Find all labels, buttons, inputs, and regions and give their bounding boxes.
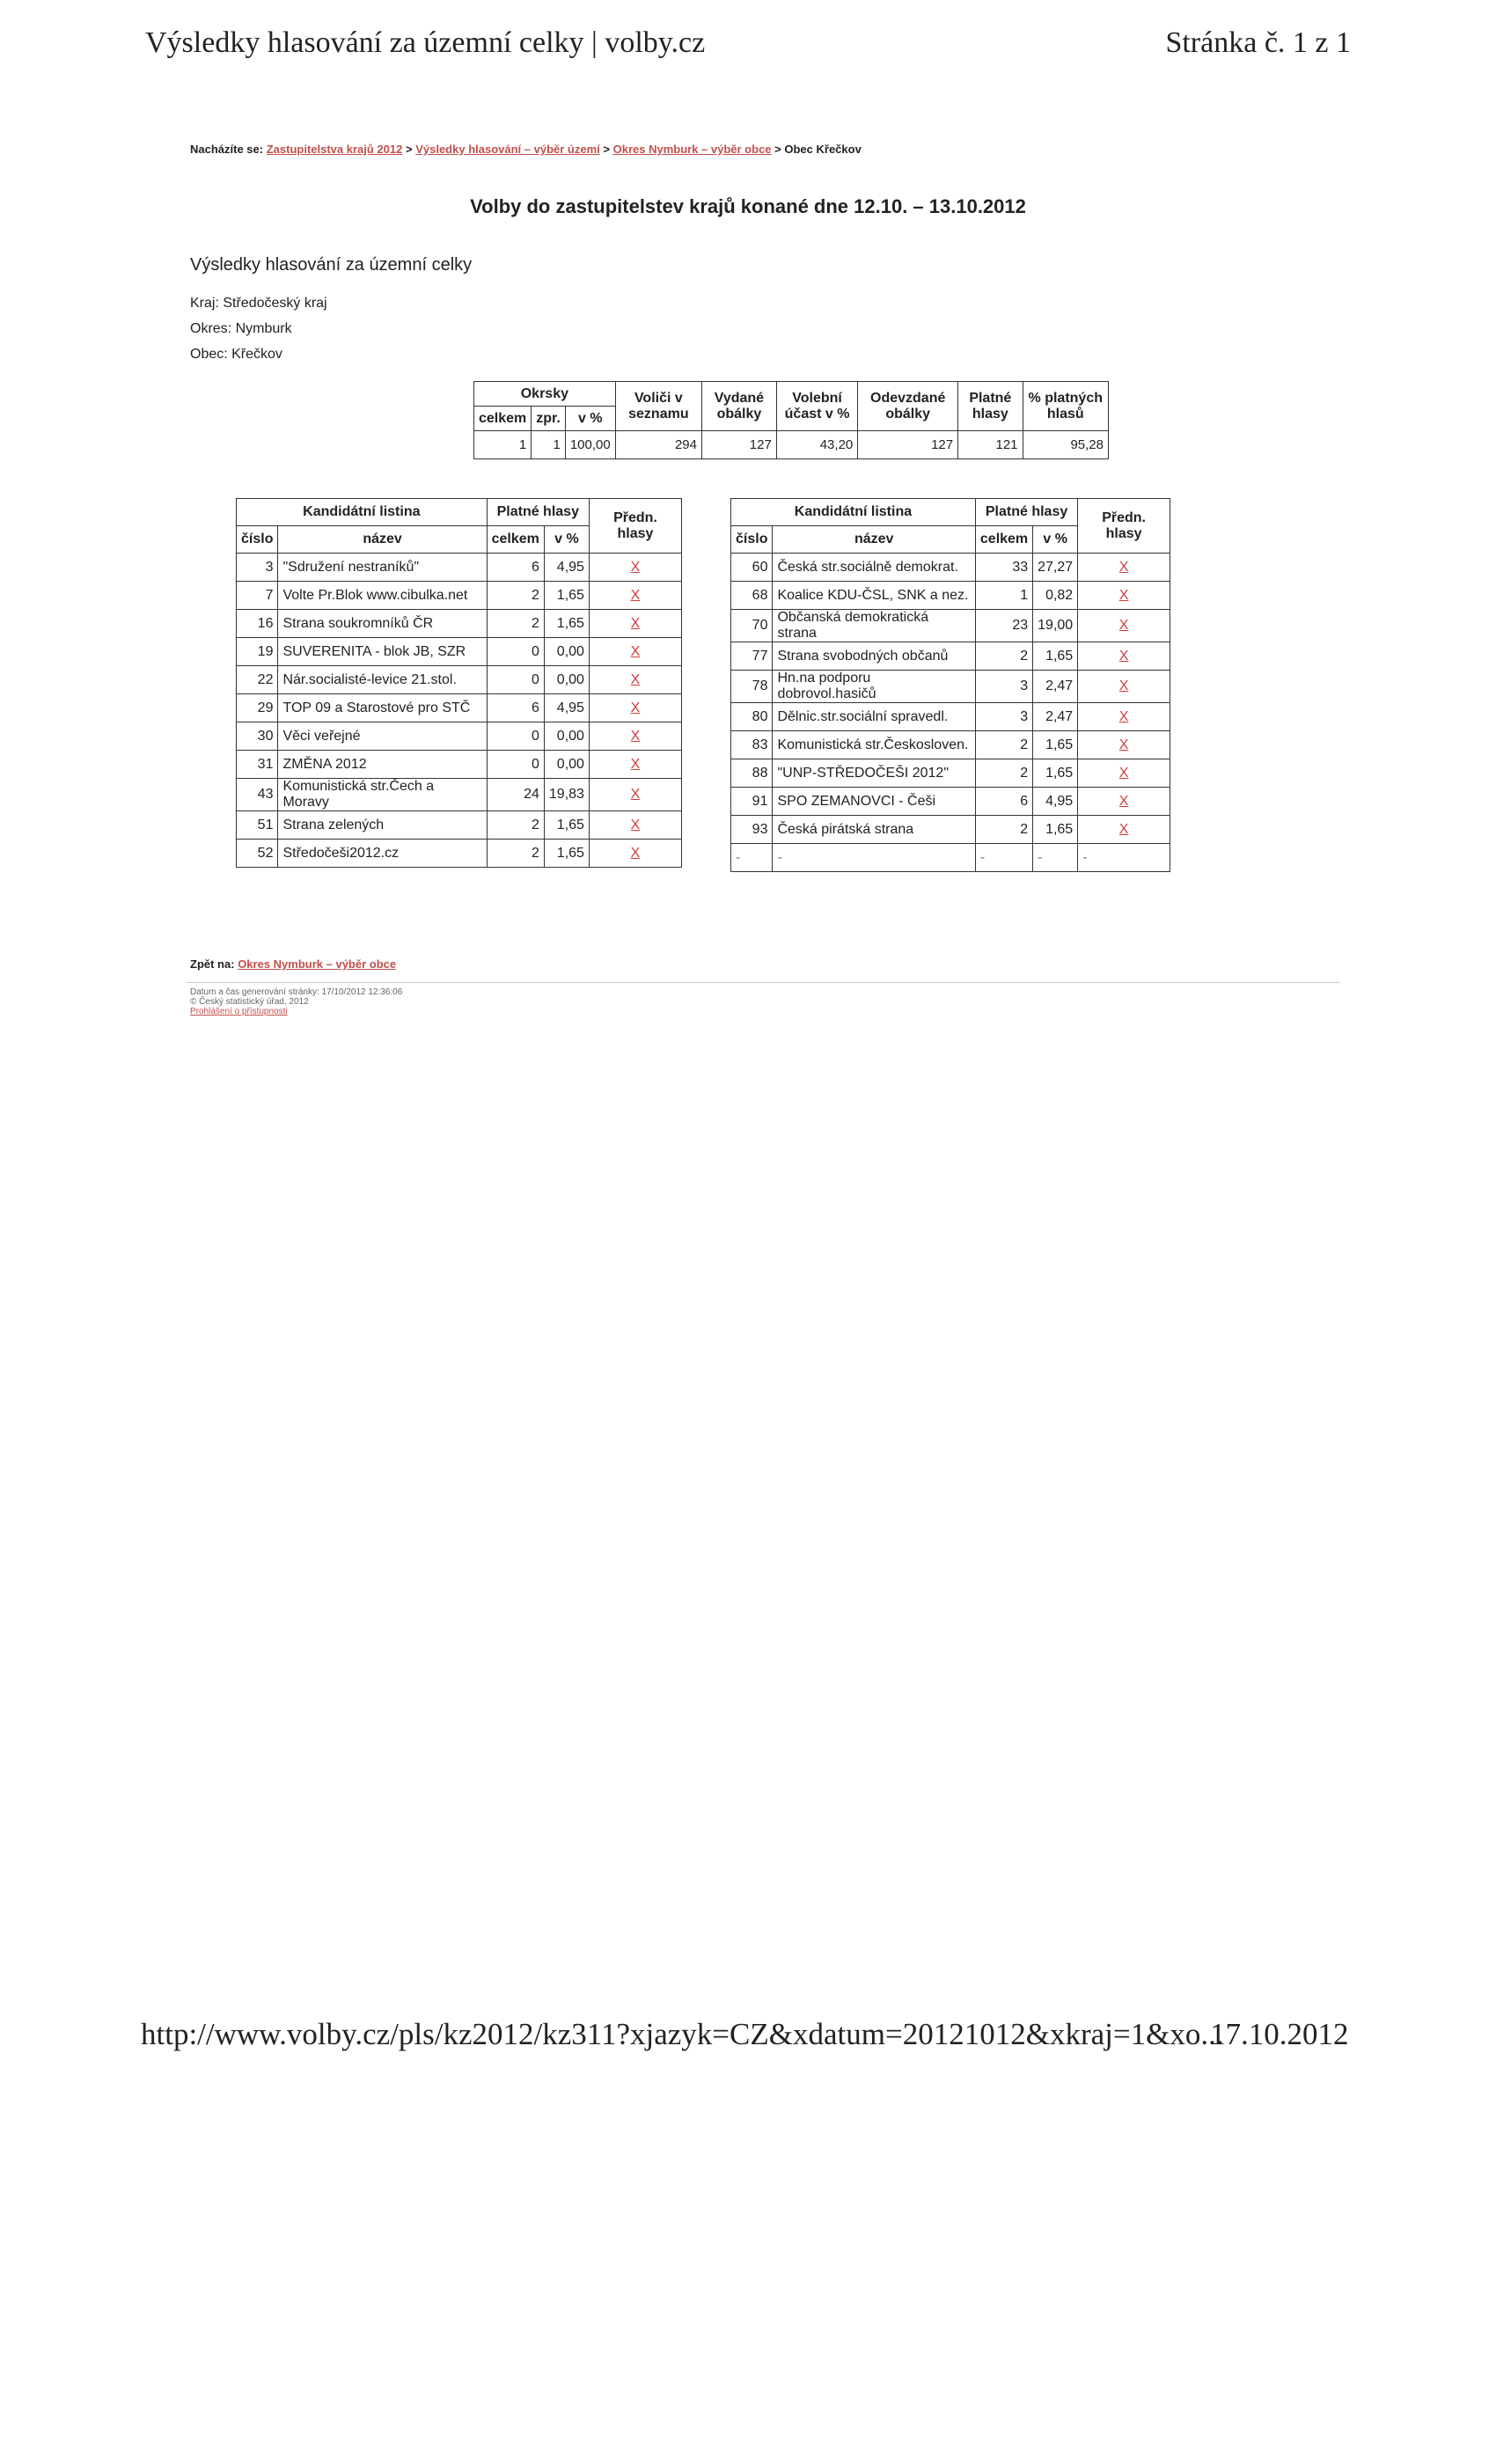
votes-percent: 1,65: [544, 610, 589, 638]
party-number: 29: [237, 694, 278, 722]
header-predn-hlasy: Předn. hlasy: [1078, 499, 1170, 554]
party-name: "UNP-STŘEDOČEŠI 2012": [773, 759, 975, 788]
table-row: [237, 840, 682, 868]
votes-percent: 2,47: [1033, 703, 1078, 731]
party-number: 7: [237, 582, 278, 610]
header-volici: Voliči v seznamu: [615, 382, 701, 431]
votes-total: 0: [487, 638, 544, 666]
party-name: SUVERENITA - blok JB, SZR: [278, 638, 487, 666]
summary-celkem: 1: [474, 431, 532, 459]
section-title: Výsledky hlasování za územní celky: [190, 255, 473, 275]
party-number: 80: [731, 703, 773, 731]
preferential-votes-link[interactable]: X: [589, 554, 681, 582]
header-platne: Platné hlasy: [958, 382, 1023, 431]
preferential-votes-link[interactable]: X: [1078, 671, 1170, 703]
breadcrumb-link-okres[interactable]: Okres Nymburk – výběr obce: [612, 143, 772, 156]
votes-total: 0: [487, 666, 544, 694]
region-obec: Obec: Křečkov: [190, 347, 282, 362]
preferential-votes-link[interactable]: X: [589, 694, 681, 722]
back-link-okres[interactable]: Okres Nymburk – výběr obce: [238, 957, 397, 971]
table-row: [237, 751, 682, 779]
votes-percent: 0,82: [1033, 582, 1078, 610]
table-row: [731, 582, 1170, 610]
votes-percent: 2,47: [1033, 671, 1078, 703]
header-ucast: Volební účast v %: [776, 382, 857, 431]
table-row: [731, 731, 1170, 759]
votes-total: 3: [975, 671, 1032, 703]
party-number: 51: [237, 811, 278, 840]
footer-meta: [190, 987, 402, 1016]
party-name: "Sdružení nestraníků": [278, 554, 487, 582]
party-name: Česká pirátská strana: [773, 816, 975, 844]
votes-percent: 1,65: [544, 840, 589, 868]
table-row: [237, 554, 682, 582]
party-number: 83: [731, 731, 773, 759]
summary-vydane: 127: [702, 431, 777, 459]
header-kandidatni-listina: Kandidátní listina: [237, 499, 488, 526]
header-vydane: Vydané obálky: [702, 382, 777, 431]
header-pct-platnych: % platných hlasů: [1023, 382, 1108, 431]
breadcrumb-separator: >: [603, 143, 610, 156]
party-name: Středočeši2012.cz: [278, 840, 487, 868]
header-okrsky: Okrsky: [474, 382, 616, 407]
breadcrumb: [190, 143, 862, 156]
table-row: [237, 666, 682, 694]
header-zpr: zpr.: [532, 407, 566, 431]
votes-total: 2: [975, 759, 1032, 788]
party-name: Strana svobodných občanů: [773, 642, 975, 671]
header-kandidatni-listina: Kandidátní listina: [731, 499, 976, 526]
summary-pct-platnych: 95,28: [1023, 431, 1108, 459]
print-url: http://www.volby.cz/pls/kz2012/kz311?xjazyk=CZ&xdatum=20121012&xkraj=1&xo...: [141, 2017, 1224, 2051]
preferential-votes-link[interactable]: X: [589, 610, 681, 638]
preferential-votes-link[interactable]: X: [589, 779, 681, 811]
header-celkem: celkem: [975, 526, 1032, 554]
votes-total: 0: [487, 722, 544, 751]
party-name: Nár.socialisté-levice 21.stol.: [278, 666, 487, 694]
party-number: 43: [237, 779, 278, 811]
party-number: 30: [237, 722, 278, 751]
party-number: 52: [237, 840, 278, 868]
preferential-votes-link[interactable]: X: [1078, 582, 1170, 610]
votes-percent: 0,00: [544, 666, 589, 694]
print-header-title: Výsledky hlasování za územní celky | volby.cz: [145, 26, 706, 59]
table-row: [237, 779, 682, 811]
party-name: TOP 09 a Starostové pro STČ: [278, 694, 487, 722]
party-name: Komunistická str.Čech a Moravy: [278, 779, 487, 811]
table-row: [237, 610, 682, 638]
votes-percent: 0,00: [544, 751, 589, 779]
votes-percent: 1,65: [1033, 642, 1078, 671]
party-name: Koalice KDU-ČSL, SNK a nez.: [773, 582, 975, 610]
party-number: -: [731, 844, 773, 872]
divider: [187, 982, 1339, 983]
print-date: 17.10.2012: [1210, 2017, 1349, 2051]
votes-percent: 1,65: [544, 582, 589, 610]
party-number: 19: [237, 638, 278, 666]
table-row: [731, 671, 1170, 703]
party-number: 88: [731, 759, 773, 788]
party-number: 93: [731, 816, 773, 844]
party-number: 68: [731, 582, 773, 610]
party-number: 22: [237, 666, 278, 694]
header-predn-hlasy: Předn. hlasy: [589, 499, 681, 554]
table-row: [237, 582, 682, 610]
header-cislo: číslo: [237, 526, 278, 554]
party-name: Věci veřejné: [278, 722, 487, 751]
region-kraj: Kraj: Středočeský kraj: [190, 296, 327, 311]
preferential-votes-link[interactable]: X: [589, 666, 681, 694]
votes-total: 6: [975, 788, 1032, 816]
party-name: Dělnic.str.sociální spravedl.: [773, 703, 975, 731]
votes-percent: 4,95: [1033, 788, 1078, 816]
votes-percent: 27,27: [1033, 554, 1078, 582]
header-v-pct: v %: [565, 407, 615, 431]
votes-total: 2: [975, 642, 1032, 671]
votes-percent: 1,65: [1033, 816, 1078, 844]
votes-total: 2: [975, 731, 1032, 759]
breadcrumb-prefix: Nacházíte se:: [190, 143, 264, 156]
preferential-votes-link[interactable]: X: [589, 638, 681, 666]
party-name: -: [773, 844, 975, 872]
party-name: Komunistická str.Českosloven.: [773, 731, 975, 759]
summary-table: [473, 381, 1109, 459]
votes-total: 23: [975, 610, 1032, 642]
votes-percent: 4,95: [544, 554, 589, 582]
table-row: [731, 703, 1170, 731]
votes-total: 2: [975, 816, 1032, 844]
summary-platne: 121: [958, 431, 1023, 459]
votes-percent: 1,65: [1033, 731, 1078, 759]
summary-odevzdane: 127: [858, 431, 958, 459]
preferential-votes-link[interactable]: X: [1078, 554, 1170, 582]
votes-total: 33: [975, 554, 1032, 582]
region-okres: Okres: Nymburk: [190, 321, 292, 336]
table-row: [731, 759, 1170, 788]
back-nav: [190, 957, 396, 971]
party-name: Česká str.sociálně demokrat.: [773, 554, 975, 582]
table-row: [731, 788, 1170, 816]
party-name: Hn.na podporu dobrovol.hasičů: [773, 671, 975, 703]
votes-total: 1: [975, 582, 1032, 610]
votes-percent: 1,65: [1033, 759, 1078, 788]
table-row: [237, 811, 682, 840]
votes-total: 2: [487, 811, 544, 840]
party-number: 31: [237, 751, 278, 779]
header-cislo: číslo: [731, 526, 773, 554]
table-row: [731, 642, 1170, 671]
votes-total: 6: [487, 694, 544, 722]
table-row: [731, 816, 1170, 844]
votes-percent: 1,65: [544, 811, 589, 840]
votes-percent: 0,00: [544, 638, 589, 666]
header-platne-hlasy: Platné hlasy: [487, 499, 589, 526]
votes-total: 2: [487, 610, 544, 638]
back-prefix: Zpět na:: [190, 957, 235, 971]
header-platne-hlasy: Platné hlasy: [975, 499, 1077, 526]
party-number: 16: [237, 610, 278, 638]
breadcrumb-current: Obec Křečkov: [784, 143, 862, 156]
table-row: [237, 638, 682, 666]
table-row: [237, 694, 682, 722]
breadcrumb-link-zastupitelstva[interactable]: Zastupitelstva krajů 2012: [266, 143, 403, 156]
preferential-votes-link[interactable]: X: [589, 811, 681, 840]
votes-total: 24: [487, 779, 544, 811]
breadcrumb-link-vyber-uzemi[interactable]: Výsledky hlasování – výběr území: [415, 143, 600, 156]
party-name: Občanská demokratická strana: [773, 610, 975, 642]
header-celkem: celkem: [474, 407, 532, 431]
preferential-votes-link[interactable]: X: [1078, 731, 1170, 759]
preferential-votes-link[interactable]: X: [589, 582, 681, 610]
votes-percent: 0,00: [544, 722, 589, 751]
header-v-pct: v %: [544, 526, 589, 554]
votes-total: 0: [487, 751, 544, 779]
preferential-votes-link[interactable]: X: [589, 840, 681, 868]
print-header: [145, 26, 1351, 70]
party-number: 3: [237, 554, 278, 582]
copyright: © Český statistický úřad, 2012: [190, 997, 309, 1007]
print-footer: [0, 2017, 1496, 2061]
summary-ucast: 43,20: [776, 431, 857, 459]
party-name: Volte Pr.Blok www.cibulka.net: [278, 582, 487, 610]
summary-zpr: 1: [532, 431, 566, 459]
preferential-votes-link: -: [1078, 844, 1170, 872]
preferential-votes-link[interactable]: X: [589, 751, 681, 779]
votes-percent: 19,00: [1033, 610, 1078, 642]
party-name: SPO ZEMANOVCI - Češi: [773, 788, 975, 816]
votes-total: 6: [487, 554, 544, 582]
party-number: 77: [731, 642, 773, 671]
party-number: 91: [731, 788, 773, 816]
breadcrumb-separator: >: [405, 143, 413, 156]
accessibility-link[interactable]: Prohlášení o přístupnosti: [190, 1007, 288, 1016]
print-page-number: Stránka č. 1 z 1: [1165, 26, 1351, 59]
header-odevzdane: Odevzdané obálky: [858, 382, 958, 431]
preferential-votes-link[interactable]: X: [1078, 610, 1170, 642]
preferential-votes-link[interactable]: X: [1078, 788, 1170, 816]
region-info: [190, 290, 327, 367]
table-row: [731, 844, 1170, 872]
votes-total: 2: [487, 840, 544, 868]
votes-percent: 19,83: [544, 779, 589, 811]
party-name: Strana soukromníků ČR: [278, 610, 487, 638]
votes-total: 2: [487, 582, 544, 610]
breadcrumb-separator: >: [774, 143, 781, 156]
header-v-pct: v %: [1033, 526, 1078, 554]
table-row: [731, 554, 1170, 582]
party-name: Strana zelených: [278, 811, 487, 840]
header-nazev: název: [773, 526, 975, 554]
preferential-votes-link[interactable]: X: [589, 722, 681, 751]
summary-v-pct: 100,00: [565, 431, 615, 459]
party-number: 70: [731, 610, 773, 642]
header-celkem: celkem: [487, 526, 544, 554]
table-row: [237, 722, 682, 751]
party-name: ZMĚNA 2012: [278, 751, 487, 779]
party-number: 60: [731, 554, 773, 582]
generated-timestamp: Datum a čas generování stránky: 17/10/2012 12:36:06: [190, 987, 403, 997]
summary-volici: 294: [615, 431, 701, 459]
votes-total: 3: [975, 703, 1032, 731]
votes-percent: 4,95: [544, 694, 589, 722]
candidate-table-left: [236, 498, 682, 868]
page-title: Volby do zastupitelstev krajů konané dne 12.10. – 13.10.2012: [470, 195, 1026, 217]
party-number: 78: [731, 671, 773, 703]
header-nazev: název: [278, 526, 487, 554]
preferential-votes-link[interactable]: X: [1078, 642, 1170, 671]
votes-percent: -: [1033, 844, 1078, 872]
table-row: [731, 610, 1170, 642]
candidate-table-right: [730, 498, 1170, 872]
preferential-votes-link[interactable]: X: [1078, 816, 1170, 844]
votes-total: -: [975, 844, 1032, 872]
preferential-votes-link[interactable]: X: [1078, 759, 1170, 788]
preferential-votes-link[interactable]: X: [1078, 703, 1170, 731]
